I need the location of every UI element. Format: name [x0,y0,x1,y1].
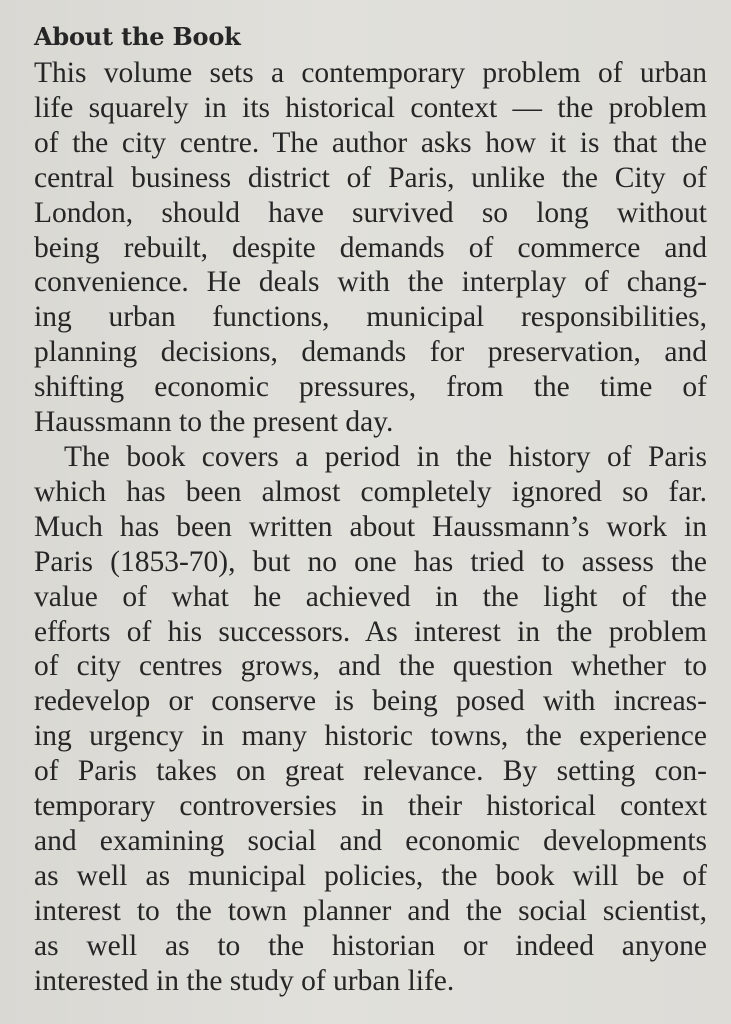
text-line: value of what he achieved in the light of the [34,580,707,613]
text-line: as well as municipal policies, the book will be of [34,859,707,892]
section-heading: About the Book [34,22,241,51]
text-line: ing urban functions, municipal responsibilities, [34,301,707,334]
text-line: This volume sets a contemporary problem of urban [34,57,707,89]
text-line: shifting economic pressures, from the time of [34,371,707,404]
text-line: which has been almost completely ignored so far. [34,475,707,508]
text-line: redevelop or conserve is being posed with increas- [34,685,707,718]
text-line: life squarely in its historical context — the problem [34,91,707,124]
text-line: central business district of Paris, unlike the City of [34,161,707,194]
text-line: as well as to the historian or indeed anyone [34,929,707,962]
paragraph-2 [34,440,707,999]
text-line: ing urgency in many historic towns, the experience [34,720,707,753]
text-line: planning decisions, demands for preservation, and [34,336,707,369]
text-line: being rebuilt, despite demands of commerce and [34,231,707,264]
text-line: of city centres grows, and the question whether to [34,650,707,683]
text-line: temporary controversies in their historical context [34,790,707,823]
text-line: efforts of his successors. As interest in the problem [34,615,707,648]
text-line: of the city centre. The author asks how it is that the [34,126,707,159]
paragraph-1 [34,56,707,440]
text-line: and examining social and economic developments [34,824,707,857]
text-line: London, should have survived so long without [34,196,707,229]
text-line: Much has been written about Haussmann’s work in [34,510,707,543]
text-line: The book covers a period in the history of Paris [64,440,707,473]
text-line: of Paris takes on great relevance. By setting con- [34,755,707,788]
text-line: Haussmann to the present day. [34,406,394,439]
text-line: convenience. He deals with the interplay of chang- [34,266,707,299]
text-line: interest to the town planner and the social scientist, [34,894,707,927]
text-line: Paris (1853-70), but no one has tried to assess the [34,545,707,578]
text-line: interested in the study of urban life. [34,964,455,997]
